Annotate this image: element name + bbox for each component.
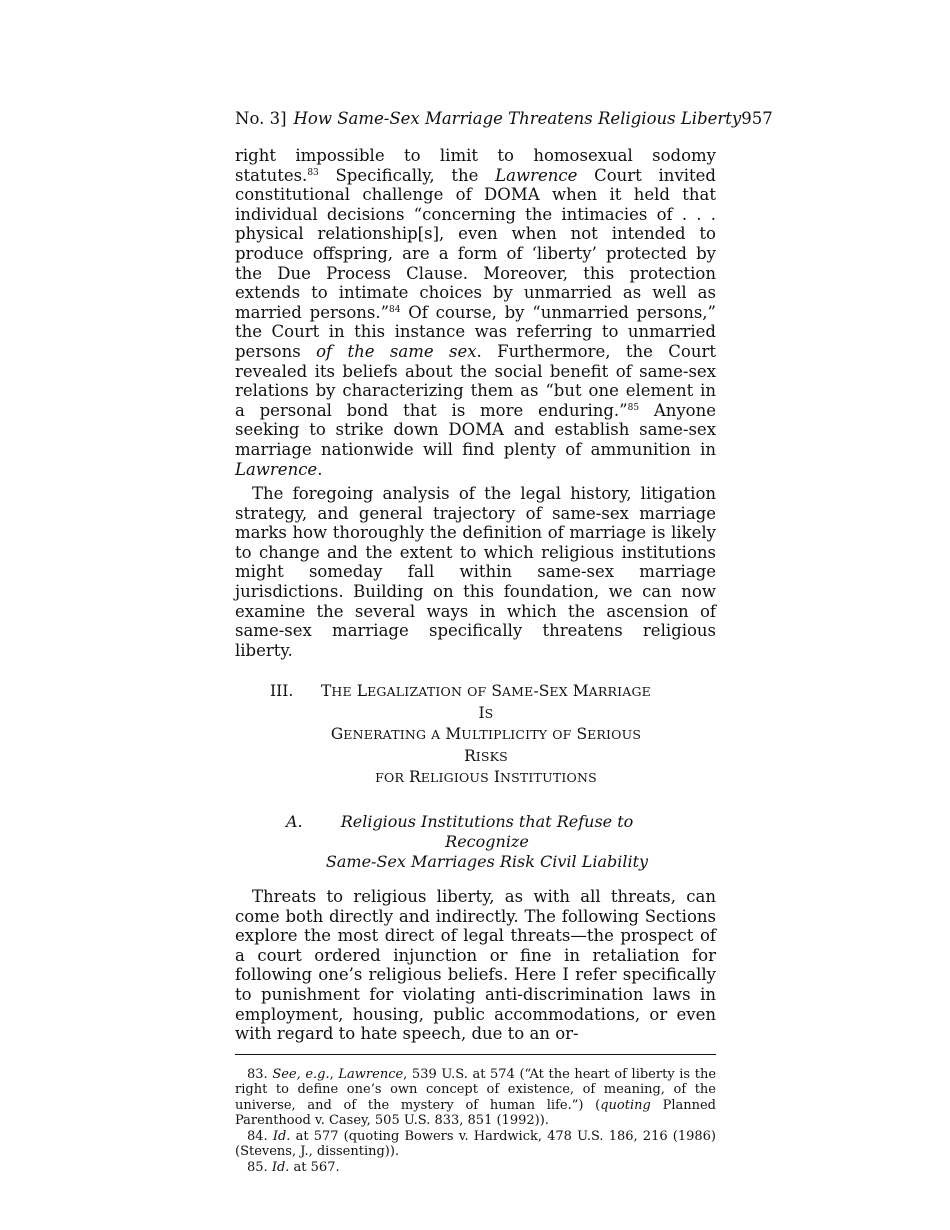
p1-case-name-2: Lawrence xyxy=(235,459,318,479)
footnote-83 xyxy=(235,1067,716,1129)
document-page xyxy=(235,108,773,1175)
subsection-title xyxy=(325,812,649,872)
subsection-title-line-1: Religious Institutions that Refuse to Recognize xyxy=(340,811,634,851)
section-title xyxy=(312,681,660,789)
page-number: 957 xyxy=(741,109,773,128)
footnote-text: , xyxy=(329,1066,339,1082)
footnote-number: 84. xyxy=(247,1128,268,1144)
p1-text-5: . Furthermore, the Court revealed its beliefs about the social benefit of same-sex relations by characterizing them as “but one element in a personal bond that is more enduring.” xyxy=(235,341,716,420)
footnote-ref-85: 85 xyxy=(627,402,640,413)
p1-text-3: Court invited constitutional challenge of DOMA when it held that individual decisions “concerning the intimacies of . . . physical relationship[s], even when not intended to produce offspring, are a form of ‘liberty’ protected by the Due Process Clause. Moreover, this protection extends to intimate choices by unmarried as well as married persons.” xyxy=(235,165,716,322)
case-name: Lawrence xyxy=(338,1066,404,1082)
footnote-84 xyxy=(235,1129,716,1160)
section-heading xyxy=(235,681,716,789)
p1-text-2: Specifically, the xyxy=(318,165,496,185)
footnote-number: 85. xyxy=(247,1159,268,1175)
section-title-line-2: GENERATING A MULTIPLICITY OF SERIOUS RISKS xyxy=(330,725,642,765)
subsection-heading xyxy=(235,812,716,872)
paragraph-3: Threats to religious liberty, as with all threats, can come both directly and indirectly. The following Sections explore the most direct of legal threats—the prospect of a court ordered injunction or fine in retaliation for following one’s religious beliefs. Here I refer specifically to punishment for violating anti-discrimination laws in employment, housing, public accommodations, or even with regard to hate speech, due to an or- xyxy=(235,886,716,1044)
footnote-ref-84: 84 xyxy=(389,304,401,315)
paragraph-1 xyxy=(235,146,716,479)
subsection-title-line-2: Same-Sex Marriages Risk Civil Liability xyxy=(325,851,649,871)
footnote-text: Planned Parenthood v. Casey, 505 U.S. 833, 851 (1992)). xyxy=(235,1097,716,1129)
signal: Id. xyxy=(271,1159,290,1175)
issue-number: No. 3] xyxy=(235,109,287,128)
footnotes xyxy=(235,1067,716,1176)
running-header xyxy=(235,108,773,130)
signal: quoting xyxy=(600,1097,651,1113)
paragraph-2: The foregoing analysis of the legal history, litigation strategy, and general trajectory of same-sex marriage marks how thoroughly the definition of marriage is likely to change and the extent to which religious institutions might someday fall within same-sex marriage jurisdictions. Building on this foundation, we can now examine the several ways in which the ascension of same-sex marriage specifically threatens religious liberty. xyxy=(235,484,716,660)
footnote-number: 83. xyxy=(247,1066,268,1082)
p1-text-7: . xyxy=(317,459,323,479)
p1-emphasis: of the same sex xyxy=(316,341,477,361)
section-title-line-3: FOR RELIGIOUS INSTITUTIONS xyxy=(375,768,597,787)
p1-text-1: right impossible to limit to homosexual sodomy statutes. xyxy=(235,146,716,185)
footnote-ref-83: 83 xyxy=(307,167,319,178)
subsection-letter: A. xyxy=(286,811,303,831)
section-title-line-1: THE LEGALIZATION OF SAME-SEX MARRIAGE IS xyxy=(321,682,651,722)
footnote-divider xyxy=(235,1054,716,1055)
p1-text-4: Of course, by “unmarried persons,” the Court in this instance was referring to unmarried persons xyxy=(235,302,716,361)
footnote-text: at 567. xyxy=(289,1159,340,1175)
signal: See, e.g. xyxy=(272,1066,330,1082)
signal: Id. xyxy=(272,1128,291,1144)
footnote-85 xyxy=(235,1160,716,1176)
footnote-text: at 577 (quoting Bowers v. Hardwick, 478 U.S. 186, 216 (1986) (Stevens, J., dissenting)). xyxy=(235,1128,716,1160)
footnote-text: , 539 U.S. at 574 (“At the heart of liberty is the right to define one’s own concept of existence, of meaning, of the universe, and of the mystery of human life.”) ( xyxy=(235,1066,717,1113)
p1-case-name-1: Lawrence xyxy=(495,165,578,185)
running-title: How Same-Sex Marriage Threatens Religious Liberty xyxy=(293,109,742,128)
p1-text-6: Anyone seeking to strike down DOMA and establish same-sex marriage nationwide will find plenty of ammunition in xyxy=(235,400,717,459)
section-number: III. xyxy=(270,682,294,701)
